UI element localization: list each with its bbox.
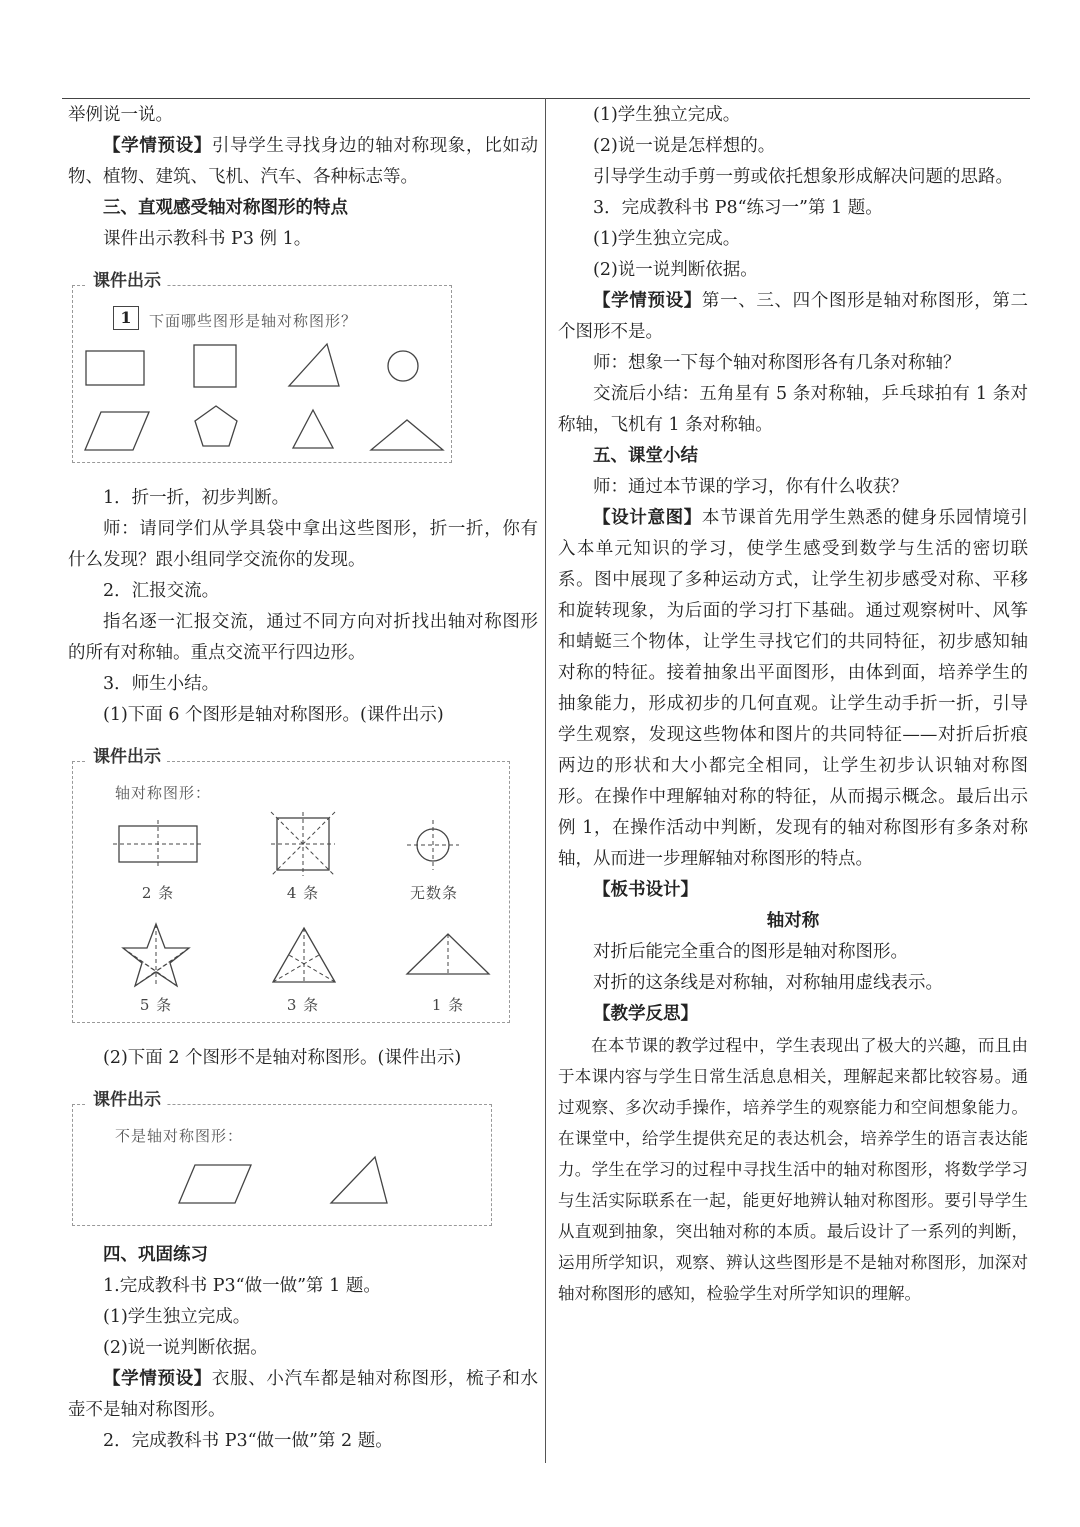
example-number: 1 bbox=[113, 306, 139, 330]
paragraph: 2．完成教科书 P3“做一做”第 2 题。 bbox=[103, 1431, 393, 1451]
shape-equilateral-triangle bbox=[291, 408, 337, 452]
courseware-tab: 课件出示 bbox=[85, 1089, 167, 1111]
paragraph: 3．完成教科书 P8“练习一”第 1 题。 bbox=[593, 198, 883, 218]
courseware-box-example bbox=[72, 271, 452, 463]
courseware-tab: 课件出示 bbox=[85, 746, 167, 768]
paragraph: (2)说一说判断依据。 bbox=[593, 260, 758, 280]
paragraph: (2)下面 2 个图形不是轴对称图形。(课件出示) bbox=[103, 1048, 462, 1068]
section-heading: 三、直观感受轴对称图形的特点 bbox=[103, 198, 348, 218]
shape-rectangle bbox=[85, 350, 145, 390]
shape-parallelogram bbox=[83, 410, 151, 452]
axis-count-caption: 无数条 bbox=[409, 884, 458, 902]
square-4-axes bbox=[271, 812, 335, 876]
paragraph: (1)学生独立完成。 bbox=[593, 105, 741, 125]
paragraph bbox=[558, 503, 1028, 875]
right-column bbox=[558, 100, 1028, 1309]
courseware-box-nonsymmetric bbox=[72, 1090, 492, 1226]
section-heading: 五、课堂小结 bbox=[593, 446, 698, 466]
column-divider bbox=[545, 98, 546, 1463]
axis-count-caption: 5 条 bbox=[139, 996, 173, 1014]
courseware-tab: 课件出示 bbox=[85, 270, 167, 292]
paragraph: 交流后小结：五角星有 5 条对称轴，乒乓球拍有 1 条对称轴，飞机有 1 条对称轴。 bbox=[558, 384, 1028, 435]
shape-circle bbox=[387, 350, 421, 384]
paragraph: 师：想象一下每个轴对称图形各有几条对称轴？ bbox=[593, 353, 961, 373]
paragraph bbox=[68, 1364, 538, 1426]
board-design-heading: 【板书设计】 bbox=[593, 880, 698, 900]
shape-scalene-triangle bbox=[287, 342, 343, 388]
axis-count-caption: 1 条 bbox=[431, 996, 465, 1014]
paragraph: 2．汇报交流。 bbox=[103, 581, 220, 601]
section-heading: 四、巩固练习 bbox=[103, 1245, 208, 1265]
reflection-text: 在本节课的教学过程中，学生表现出了极大的兴趣，而且由于本课内容与学生日常生活息息相关，理解起来都比较容易。通过观察、多次动手操作，培养学生的观察能力和空间想象能力。在课堂中，给学生提供充足的表达机会，培养学生的语言表达能力。学生在学习的过程中寻找生活中的轴对称图形，将数学学习与生活实际联系在一起，能更好地辨认轴对称图形。要引导学生从直观到抽象，突出轴对称的本质。最后设计了一系列的判断，运用所学知识，观察、辨认这些图形是不是轴对称图形，加深对轴对称图形的感知，检验学生对所学知识的理解。 bbox=[558, 1036, 1028, 1303]
axis-count-caption: 4 条 bbox=[286, 884, 320, 902]
paragraph: (1)学生独立完成。 bbox=[593, 229, 741, 249]
paragraph: 课件出示教科书 P3 例 1。 bbox=[103, 229, 312, 249]
circle-infinite-axes bbox=[407, 820, 459, 870]
paragraph-text: 衣服、小汽车都是轴对称图形，梳子和水壶不是轴对称图形。 bbox=[68, 1369, 539, 1420]
paragraph: 引导学生动手剪一剪或依托想象形成解决问题的思路。 bbox=[593, 167, 1013, 187]
paragraph: (2)说一说是怎样想的。 bbox=[593, 136, 776, 156]
courseware-box-symmetric bbox=[72, 747, 510, 1023]
shape-square bbox=[193, 344, 239, 390]
rect-2-axes bbox=[113, 822, 203, 866]
paragraph: 指名逐一汇报交流，通过不同方向对折找出轴对称图形的所有对称轴。重点交流平行四边形。 bbox=[68, 612, 538, 663]
shape-isosceles-triangle bbox=[369, 418, 445, 452]
paragraph: 3．师生小结。 bbox=[103, 674, 220, 694]
paragraph: 对折后能完全重合的图形是轴对称图形。 bbox=[593, 942, 908, 962]
example-question: 下面哪些图形是轴对称图形？ bbox=[149, 312, 358, 330]
tag-label: 【学情预设】 bbox=[103, 136, 212, 156]
paragraph: 1．折一折，初步判断。 bbox=[103, 488, 290, 508]
paragraph bbox=[558, 286, 1028, 348]
paragraph-text: 本节课首先用学生熟悉的健身乐园情境引入本单元知识的学习，使学生感受到数学与生活的密切联系。图中展现了多种运动方式，让学生初步感受对称、平移和旋转现象，为后面的学习打下基础。通过观察树叶、风筝和蜻蜓三个物体，让学生寻找它们的共同特征，初步感知轴对称的特征。接着抽象出平面图形，由体到面，培养学生的抽象能力，形成初步的几何直观。让学生动手折一折，引导学生观察，发现这些物体和图片的共同特征——对折后折痕两边的形状和大小都完全相同，让学生初步认识轴对称图形。在操作中理解轴对称的特征，从而揭示概念。最后出示例 1，在操作活动中判断，发现有的轴对称图形有多条对称轴，从而进一步理解轴对称图形的特点。 bbox=[558, 508, 1029, 869]
paragraph: 1.完成教科书 P3“做一做”第 1 题。 bbox=[103, 1276, 381, 1296]
paragraph: (1)学生独立完成。 bbox=[103, 1307, 251, 1327]
paragraph: 师：请同学们从学具袋中拿出这些图形，折一折，你有什么发现？跟小组同学交流你的发现。 bbox=[68, 519, 538, 570]
tag-label: 【学情预设】 bbox=[103, 1369, 212, 1389]
tag-label: 【学情预设】 bbox=[593, 291, 702, 311]
tag-label: 【设计意图】 bbox=[593, 508, 702, 528]
paragraph: 对折的这条线是对称轴，对称轴用虚线表示。 bbox=[593, 973, 943, 993]
box-label: 轴对称图形： bbox=[115, 784, 212, 802]
paragraph-text: 引导学生寻找身边的轴对称现象，比如动物、植物、建筑、飞机、汽车、各种标志等。 bbox=[68, 136, 539, 187]
board-title: 轴对称 bbox=[766, 911, 820, 931]
pentagram-5-axes bbox=[121, 922, 191, 988]
paragraph: (1)下面 6 个图形是轴对称图形。(课件出示) bbox=[103, 705, 444, 725]
paragraph: 举例说一说。 bbox=[68, 105, 173, 125]
paragraph-text: 第一、三、四个图形是轴对称图形，第二个图形不是。 bbox=[558, 291, 1029, 342]
box-label: 不是轴对称图形： bbox=[115, 1127, 244, 1145]
shape-scalene-triangle bbox=[329, 1155, 391, 1205]
left-column bbox=[68, 100, 538, 1457]
shape-parallelogram bbox=[177, 1163, 253, 1205]
isosceles-1-axis bbox=[405, 932, 491, 976]
paragraph: (2)说一说判断依据。 bbox=[103, 1338, 268, 1358]
triangle-3-axes bbox=[271, 926, 337, 986]
axis-count-caption: 2 条 bbox=[141, 884, 175, 902]
paragraph: 师：通过本节课的学习，你有什么收获？ bbox=[593, 477, 908, 497]
reflection-heading: 【教学反思】 bbox=[593, 1004, 698, 1024]
paragraph bbox=[68, 131, 538, 193]
header-rule bbox=[62, 98, 1030, 99]
axis-count-caption: 3 条 bbox=[286, 996, 320, 1014]
shape-pentagon bbox=[193, 404, 241, 450]
